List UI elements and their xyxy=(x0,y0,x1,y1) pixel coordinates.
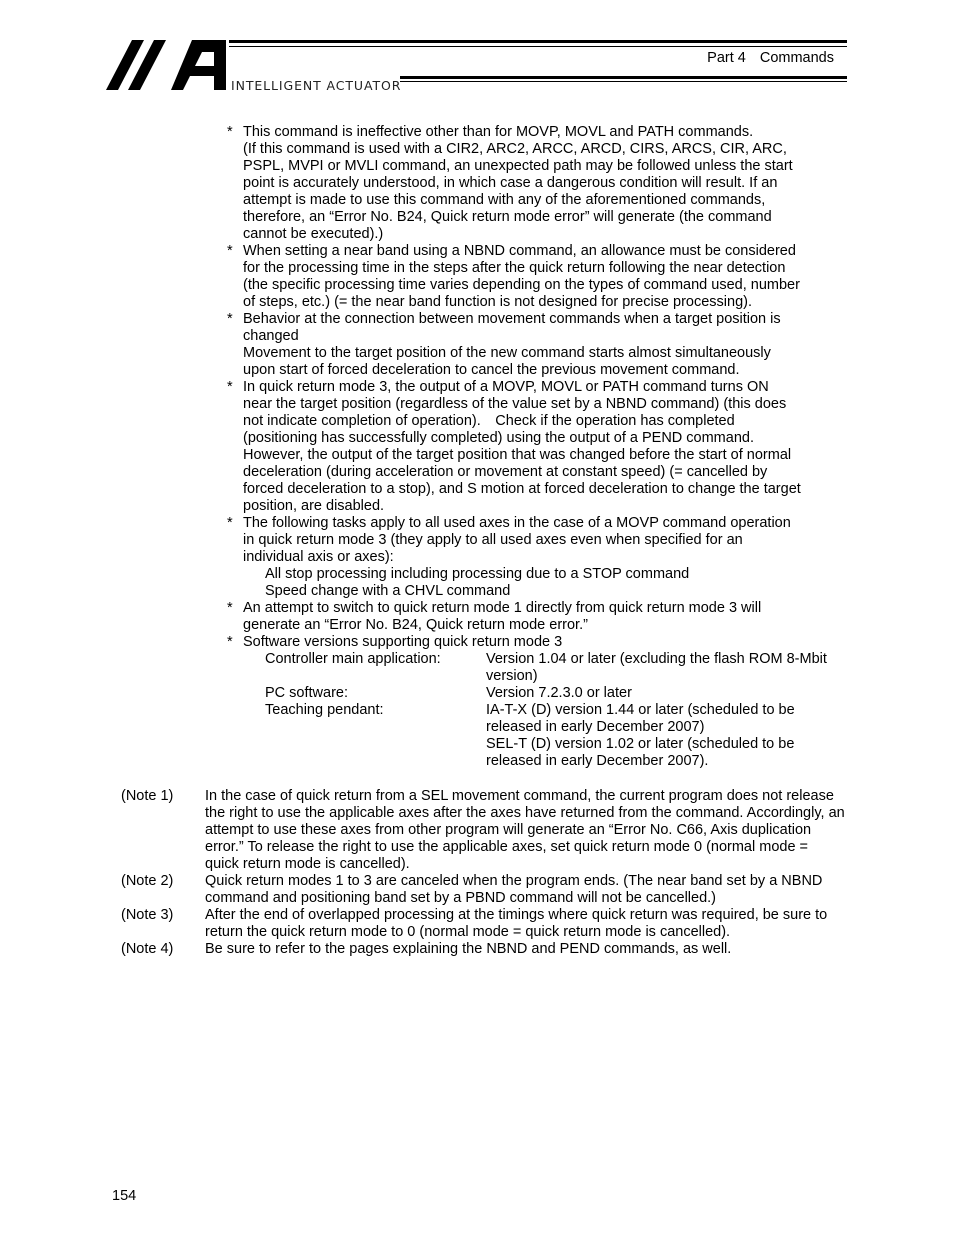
version-value: SEL-T (D) version 1.02 or later (scheduled to be released in early December 2007). xyxy=(486,736,795,769)
bullet-line: (the specific processing time varies depending on the types of command used, number xyxy=(243,277,800,293)
bullet-line: not indicate completion of operation). Check if the operation has completed xyxy=(243,413,735,429)
bullet-item xyxy=(0,379,954,515)
note-label: (Note 3) xyxy=(121,907,174,923)
bullet-marker: * xyxy=(227,634,233,650)
note-label: (Note 1) xyxy=(121,788,174,804)
version-value: Version 1.04 or later (excluding the flash ROM 8-Mbit version) xyxy=(486,651,827,684)
version-table xyxy=(265,651,846,770)
version-label: Teaching pendant: xyxy=(265,702,384,718)
page-body xyxy=(0,124,954,958)
bullet-marker: * xyxy=(227,379,233,395)
bullet-line: individual axis or axes): xyxy=(243,549,394,565)
version-label xyxy=(265,736,486,770)
note-item xyxy=(0,941,954,958)
bullet-line: However, the output of the target position that was changed before the start of normal xyxy=(243,447,792,463)
page-number: 154 xyxy=(112,1188,137,1204)
bullet-marker: * xyxy=(227,600,233,616)
bullet-line: forced deceleration to a stop), and S motion at forced deceleration to change the target xyxy=(243,481,801,497)
header-rule-top xyxy=(229,40,847,43)
note-item xyxy=(0,788,954,873)
bullet-item xyxy=(0,515,954,600)
bullet-line: for the processing time in the steps after the quick return following the near detection xyxy=(243,260,786,276)
version-row xyxy=(265,702,846,736)
bullet-line: near the target position (regardless of the value set by a NBND command) (this does xyxy=(243,396,787,412)
ia-logo-icon xyxy=(104,38,228,92)
bullet-item xyxy=(0,124,954,243)
bullet-line: attempt is made to use this command with any of the aforementioned commands, xyxy=(243,192,766,208)
bullet-line: (If this command is used with a CIR2, ARC2, ARCC, ARCD, CIRS, ARCS, CIR, ARC, xyxy=(243,141,787,157)
note-label: (Note 2) xyxy=(121,873,174,889)
version-value: Version 7.2.3.0 or later xyxy=(486,685,632,701)
bullet-line: generate an “Error No. B24, Quick return mode error.” xyxy=(243,617,588,633)
note-text: After the end of overlapped processing at the timings where quick return was required, be sure to return the quick return mode to 0 (normal mode = quick return mode is cancelled). xyxy=(205,907,828,940)
brand-name: INTELLIGENT ACTUATOR xyxy=(231,78,402,93)
bullet-line: position, are disabled. xyxy=(243,498,385,514)
bullet-marker: * xyxy=(227,243,233,259)
bullet-line: In quick return mode 3, the output of a MOVP, MOVL or PATH command turns ON xyxy=(243,379,769,395)
bullet-line: upon start of forced deceleration to cancel the previous movement command. xyxy=(243,362,740,378)
bullet-line: cannot be executed).) xyxy=(243,226,384,242)
page-header xyxy=(0,0,954,110)
note-item xyxy=(0,907,954,941)
bullet-line: Software versions supporting quick return mode 3 xyxy=(243,634,563,650)
note-text: In the case of quick return from a SEL movement command, the current program does not release the right to use the applicable axes after the axes have returned from the command. Accordingly, an attempt to use these axes from other program will generate an “Error No. C66, Axis duplication error.” To release the right to use the applicable axes, set quick return mode 0 (normal mode = quick return mode is cancelled). xyxy=(205,788,845,872)
version-value: IA-T-X (D) version 1.44 or later (scheduled to be released in early December 2007) xyxy=(486,702,795,735)
version-label: Controller main application: xyxy=(265,651,441,667)
note-item xyxy=(0,873,954,907)
bullet-list xyxy=(0,124,954,770)
section-title xyxy=(707,50,834,66)
bullet-line: Movement to the target position of the new command starts almost simultaneously xyxy=(243,345,771,361)
bullet-line: therefore, an “Error No. B24, Quick return mode error” will generate (the command xyxy=(243,209,772,225)
bullet-line: Behavior at the connection between movement commands when a target position is xyxy=(243,311,781,327)
header-rule-bottom-thin xyxy=(400,81,847,82)
bullet-line: in quick return mode 3 (they apply to all used axes even when specified for an xyxy=(243,532,743,548)
bullet-line: of steps, etc.) (= the near band function is not designed for precise processing). xyxy=(243,294,752,310)
sub-item: All stop processing including processing due to a STOP command xyxy=(265,566,690,582)
note-label: (Note 4) xyxy=(121,941,174,957)
bullet-line: changed xyxy=(243,328,299,344)
bullet-marker: * xyxy=(227,124,233,140)
version-label: PC software: xyxy=(265,685,348,701)
version-row xyxy=(265,736,846,770)
header-rule-top-thin xyxy=(229,46,847,47)
note-text: Quick return modes 1 to 3 are canceled when the program ends. (The near band set by a NBND command and positioning band set by a PBND command will not be cancelled.) xyxy=(205,873,823,906)
bullet-line: point is accurately understood, in which case a dangerous condition will result. If an xyxy=(243,175,778,191)
note-list xyxy=(0,788,954,958)
chapter-label: Commands xyxy=(759,50,834,66)
bullet-line: An attempt to switch to quick return mode 1 directly from quick return mode 3 will xyxy=(243,600,762,616)
bullet-item xyxy=(0,311,954,379)
bullet-item xyxy=(0,600,954,634)
bullet-line: PSPL, MVPI or MVLI command, an unexpected path may be followed unless the start xyxy=(243,158,793,174)
version-row xyxy=(265,685,846,702)
bullet-item xyxy=(0,634,954,770)
note-text: Be sure to refer to the pages explaining the NBND and PEND commands, as well. xyxy=(205,941,732,957)
bullet-line: This command is ineffective other than for MOVP, MOVL and PATH commands. xyxy=(243,124,754,140)
header-rule-bottom xyxy=(400,76,847,79)
sub-item: Speed change with a CHVL command xyxy=(265,583,511,599)
bullet-line: The following tasks apply to all used axes in the case of a MOVP command operation xyxy=(243,515,791,531)
bullet-marker: * xyxy=(227,515,233,531)
bullet-line: (positioning has successfully completed) using the output of a PEND command. xyxy=(243,430,754,446)
part-label: Part 4 xyxy=(707,50,746,66)
bullet-line: deceleration (during acceleration or movement at constant speed) (= cancelled by xyxy=(243,464,768,480)
version-row xyxy=(265,651,846,685)
bullet-item xyxy=(0,243,954,311)
bullet-marker: * xyxy=(227,311,233,327)
bullet-line: When setting a near band using a NBND command, an allowance must be considered xyxy=(243,243,796,259)
